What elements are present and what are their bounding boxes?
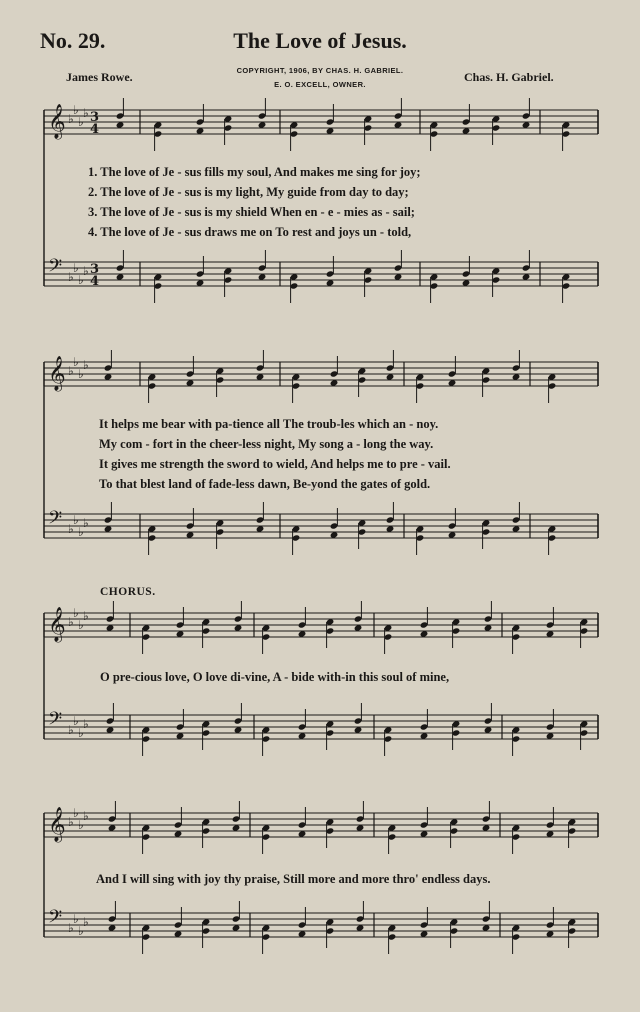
treble-staff-3-flat: ♭ xyxy=(78,618,84,632)
verse-2-line-2: My com - fort in the cheer-less night, My song a - long the way. xyxy=(99,437,434,451)
verse-3-line-2: It gives me strength the sword to wield, And helps me to pre - vail. xyxy=(99,457,451,471)
bass-staff-2-flat: ♭ xyxy=(83,516,89,530)
treble-staff-4-flat: ♭ xyxy=(68,815,74,829)
verse-4-line-2: To that blest land of fade-less dawn, Be-yond the gates of gold. xyxy=(99,477,431,491)
composer: Chas. H. Gabriel. xyxy=(464,70,554,84)
bass-staff-1-flat: ♭ xyxy=(73,261,79,275)
bass-staff-4-flat: ♭ xyxy=(73,912,79,926)
treble-staff-4-flat: ♭ xyxy=(83,809,89,823)
bass-staff-3-flat: ♭ xyxy=(73,714,79,728)
treble-staff-1-time-top: 3 xyxy=(90,110,100,125)
treble-staff-4-flat: ♭ xyxy=(78,818,84,832)
bass-staff-3-flat: ♭ xyxy=(68,723,74,737)
treble-staff-3-flat: ♭ xyxy=(73,606,79,620)
bass-staff-2-flat: ♭ xyxy=(68,522,74,536)
treble-staff-1-flat: ♭ xyxy=(78,115,84,129)
treble-staff-1-flat: ♭ xyxy=(83,106,89,120)
bass-staff-4-flat: ♭ xyxy=(83,915,89,929)
treble-staff-1-flat: ♭ xyxy=(73,103,79,117)
treble-staff-1-time-bottom: 4 xyxy=(90,122,100,137)
chorus-line-2: And I will sing with joy thy praise, Still more and more thro' endless days. xyxy=(96,872,491,886)
verse-1-line-1: 1. The love of Je - sus fills my soul, And makes me sing for joy; xyxy=(88,165,421,179)
treble-staff-3-flat: ♭ xyxy=(68,615,74,629)
treble-staff-2-flat: ♭ xyxy=(73,355,79,369)
treble-staff-3-clef: 𝄞 xyxy=(48,607,66,642)
bass-staff-2-clef: 𝄢 xyxy=(48,508,63,533)
lyricist: James Rowe. xyxy=(66,70,133,84)
treble-staff-2-flat: ♭ xyxy=(78,367,84,381)
bass-staff-4-flat: ♭ xyxy=(68,921,74,935)
bass-staff-4-clef: 𝄢 xyxy=(48,907,63,932)
verse-1-line-2: It helps me bear with pa-tience all The troub-les which an - noy. xyxy=(99,417,439,431)
bass-staff-1-flat: ♭ xyxy=(68,270,74,284)
treble-staff-2-flat: ♭ xyxy=(68,364,74,378)
hymn-number: No. 29. xyxy=(40,28,106,53)
treble-staff-4-flat: ♭ xyxy=(73,806,79,820)
verse-4-line-1: 4. The love of Je - sus draws me on To rest and joys un - told, xyxy=(88,225,412,239)
bass-staff-1-clef: 𝄢 xyxy=(48,256,63,281)
treble-staff-1-clef: 𝄞 xyxy=(48,104,66,139)
bass-staff-1-flat: ♭ xyxy=(83,264,89,278)
bass-staff-1-flat: ♭ xyxy=(78,273,84,287)
verse-3-line-1: 3. The love of Je - sus is my shield When en - e - mies as - sail; xyxy=(88,205,415,219)
bass-staff-2-flat: ♭ xyxy=(73,513,79,527)
treble-staff-1-flat: ♭ xyxy=(68,112,74,126)
bass-staff-3-flat: ♭ xyxy=(78,726,84,740)
bass-staff-1-time-bottom: 4 xyxy=(90,274,100,289)
treble-staff-2-flat: ♭ xyxy=(83,358,89,372)
treble-staff-2-clef: 𝄞 xyxy=(48,356,66,391)
copyright-line-2: E. O. EXCELL, OWNER. xyxy=(274,80,366,89)
bass-staff-3-clef: 𝄢 xyxy=(48,709,63,734)
bass-staff-2-flat: ♭ xyxy=(78,525,84,539)
treble-staff-4-clef: 𝄞 xyxy=(48,807,66,842)
chorus-label: CHORUS. xyxy=(100,586,156,598)
bass-staff-4-flat: ♭ xyxy=(78,924,84,938)
bass-staff-1-time-top: 3 xyxy=(90,262,100,277)
copyright-line-1: COPYRIGHT, 1906, BY CHAS. H. GABRIEL. xyxy=(236,66,404,75)
hymn-title: The Love of Jesus. xyxy=(233,28,407,53)
chorus-line-1: O pre-cious love, O love di-vine, A - bide with-in this soul of mine, xyxy=(100,670,450,684)
verse-2-line-1: 2. The love of Je - sus is my light, My guide from day to day; xyxy=(88,185,409,199)
treble-staff-3-flat: ♭ xyxy=(83,609,89,623)
bass-staff-3-flat: ♭ xyxy=(83,717,89,731)
